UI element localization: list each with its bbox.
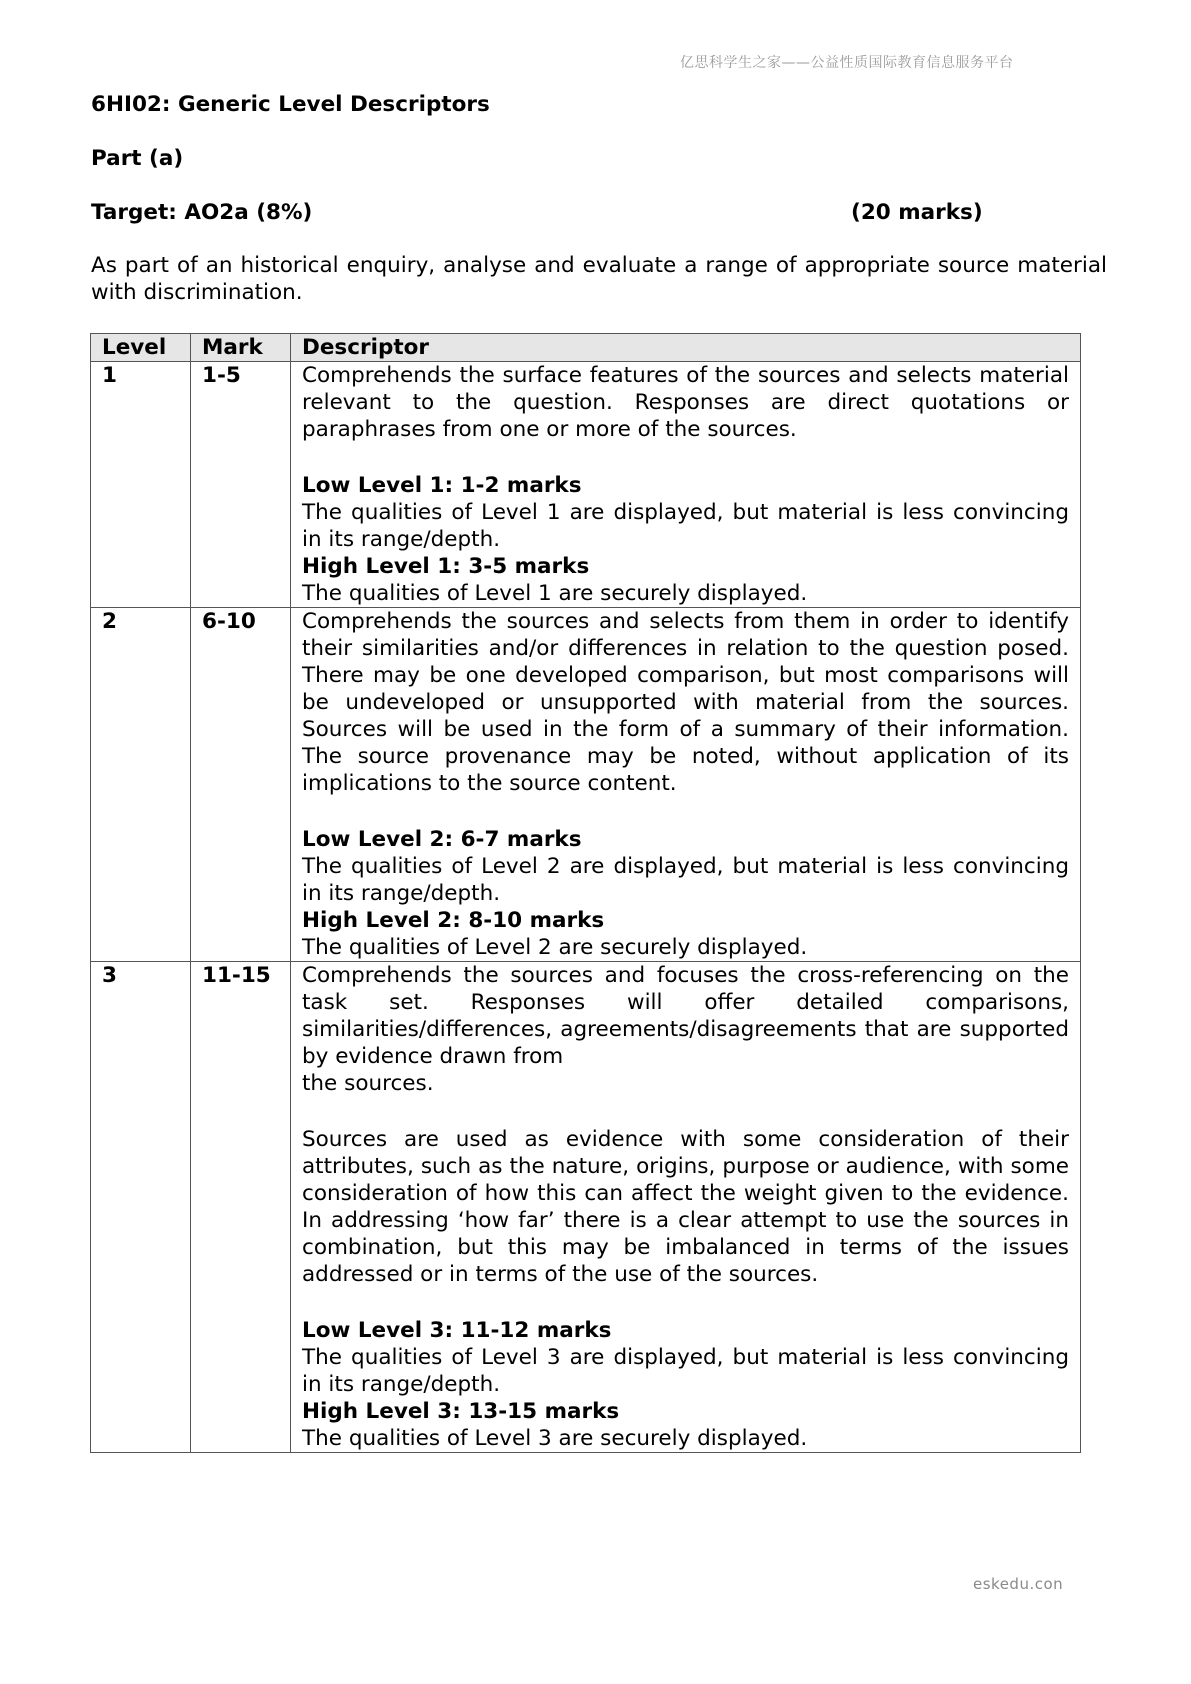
high-band-title: High Level 3: 13-15 marks — [302, 1399, 620, 1424]
mark-cell: 1-5 — [191, 362, 291, 608]
descriptor-cell — [291, 962, 1081, 1453]
descriptor-cell — [291, 608, 1081, 962]
level-cell: 3 — [91, 962, 191, 1453]
page-title: 6HI02: Generic Level Descriptors — [91, 92, 490, 117]
header-level: Level — [91, 334, 191, 362]
intro-text: As part of an historical enquiry, analyse and evaluate a range of appropriate source material with discrimination. — [91, 253, 1107, 305]
table-row — [91, 608, 1081, 962]
level-descriptor-table — [90, 333, 1081, 1453]
header-mark: Mark — [191, 334, 291, 362]
level-cell: 1 — [91, 362, 191, 608]
high-band-title: High Level 1: 3-5 marks — [302, 554, 590, 579]
mark-cell: 6-10 — [191, 608, 291, 962]
table-row — [91, 962, 1081, 1453]
watermark-footer: eskedu.con — [973, 1575, 1064, 1593]
part-label: Part (a) — [91, 146, 184, 171]
low-band-title: Low Level 1: 1-2 marks — [302, 473, 582, 498]
high-band-text: The qualities of Level 2 are securely displayed. — [302, 935, 808, 960]
table-row — [91, 362, 1081, 608]
total-marks: (20 marks) — [851, 200, 983, 225]
mark-cell: 11-15 — [191, 962, 291, 1453]
descriptor-paragraph: the sources. — [302, 1071, 434, 1096]
low-band-text: The qualities of Level 1 are displayed, but material is less convincing in its range/depth. — [302, 500, 1069, 552]
target-line — [91, 200, 991, 225]
watermark-header: 亿思科学生之家——公益性质国际教育信息服务平台 — [680, 55, 1014, 71]
descriptor-paragraph: Comprehends the sources and selects from them in order to identify their similarities and/or differences in relation to the question posed. There may be one developed comparison, but most comparisons will be undeveloped or unsupported with material from the sources. Sources will be used in the form of a summary of their information. The source provenance may be noted, without application of its implications to the source content. — [302, 609, 1069, 796]
high-band-text: The qualities of Level 1 are securely displayed. — [302, 581, 808, 606]
level-cell: 2 — [91, 608, 191, 962]
target-label: Target: AO2a (8%) — [91, 200, 313, 225]
descriptor-paragraph: Sources are used as evidence with some consideration of their attributes, such as the nature, origins, purpose or audience, with some consideration of how this can affect the weight given to the evidence. In addressing ‘how far’ there is a clear attempt to use the sources in combination, but this may be imbalanced in terms of the issues addressed or in terms of the use of the sources. — [302, 1127, 1069, 1287]
descriptor-paragraph: Comprehends the sources and focuses the cross-referencing on the task set. Responses will offer detailed comparisons, similarities/differences, agreements/disagreements that are supported by evidence drawn from — [302, 963, 1069, 1069]
low-band-text: The qualities of Level 3 are displayed, but material is less convincing in its range/depth. — [302, 1345, 1069, 1397]
low-band-title: Low Level 3: 11-12 marks — [302, 1318, 612, 1343]
high-band-text: The qualities of Level 3 are securely displayed. — [302, 1426, 808, 1451]
high-band-title: High Level 2: 8-10 marks — [302, 908, 605, 933]
table-header-row — [91, 334, 1081, 362]
header-descriptor: Descriptor — [291, 334, 1081, 362]
low-band-title: Low Level 2: 6-7 marks — [302, 827, 582, 852]
low-band-text: The qualities of Level 2 are displayed, but material is less convincing in its range/depth. — [302, 854, 1069, 906]
descriptor-cell — [291, 362, 1081, 608]
descriptor-paragraph: Comprehends the surface features of the sources and selects material relevant to the question. Responses are direct quotations or paraphrases from one or more of the sources. — [302, 363, 1069, 442]
